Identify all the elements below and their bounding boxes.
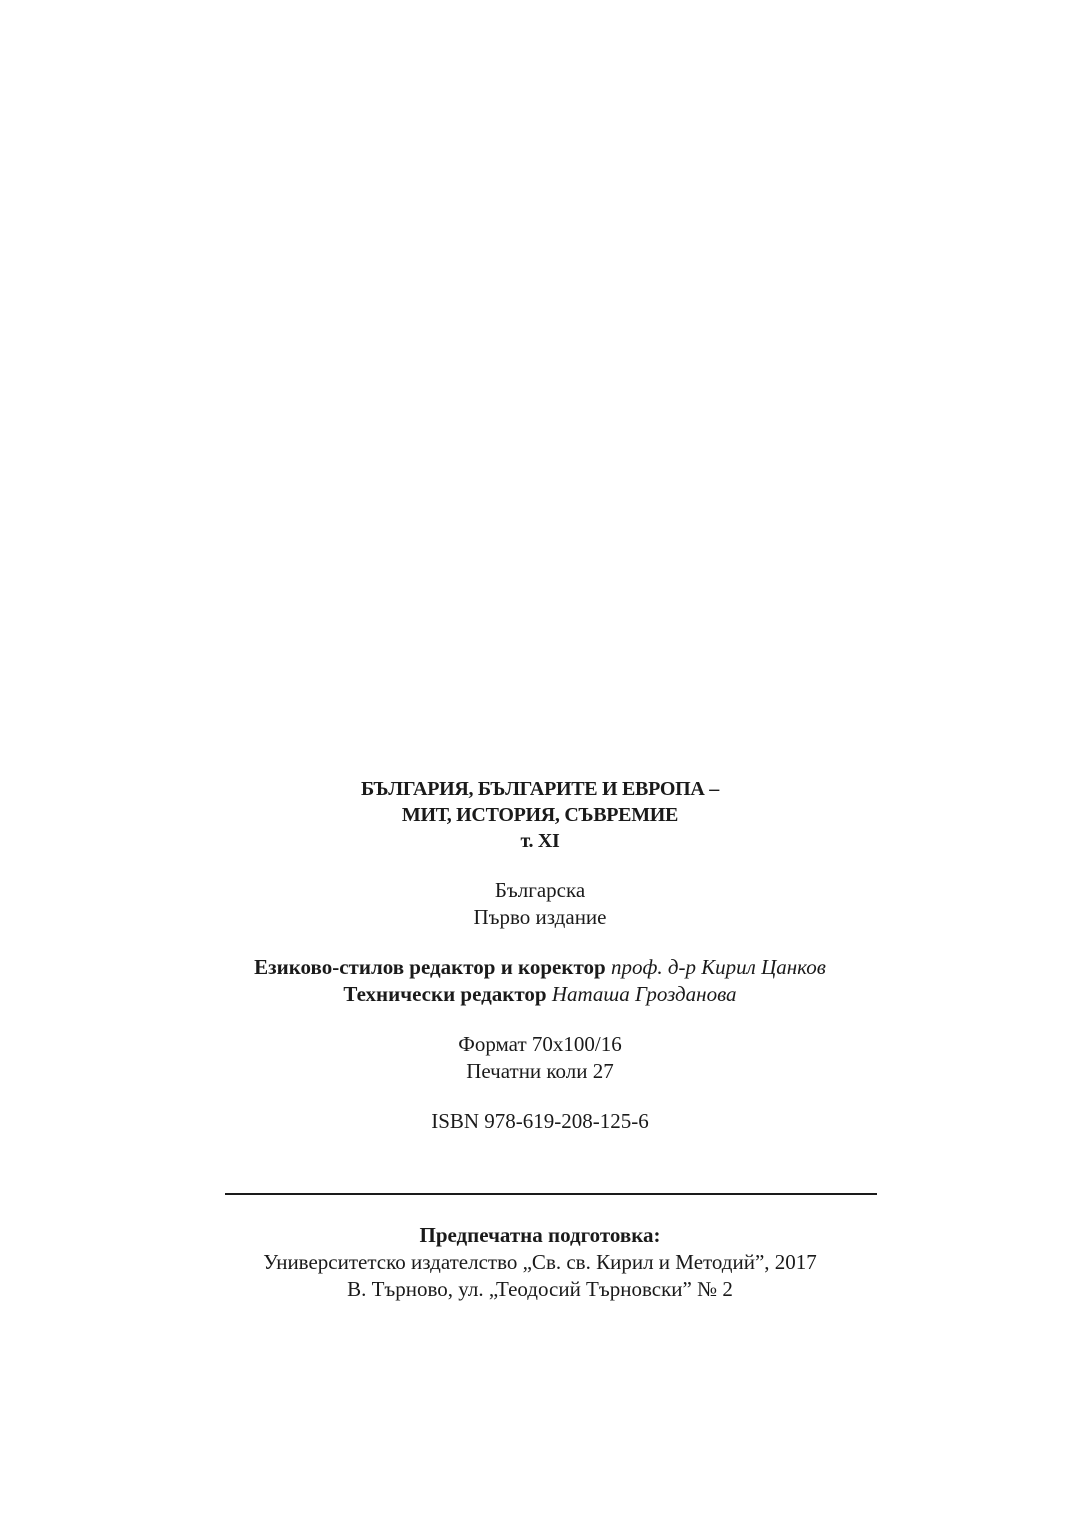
language-editor-name: проф. д-р Кирил Цанков bbox=[610, 955, 826, 979]
format-spec: Формат 70x100/16 bbox=[458, 1032, 622, 1056]
printed-sheets-spec: Печатни коли 27 bbox=[466, 1059, 614, 1083]
prepress-heading: Предпечатна подготовка: bbox=[419, 1223, 661, 1247]
technical-editor-name: Наташа Грозданова bbox=[551, 982, 737, 1006]
language-editor-credit bbox=[0, 954, 1080, 981]
isbn: ISBN 978-619-208-125-6 bbox=[431, 1109, 649, 1133]
technical-editor-label: Технически редактор bbox=[343, 982, 547, 1006]
book-title-line-1: БЪЛГАРИЯ, БЪЛГАРИТЕ И ЕВРОПА – bbox=[361, 778, 719, 800]
technical-editor-credit bbox=[0, 981, 1080, 1008]
language-note: Българска bbox=[494, 878, 586, 902]
horizontal-rule bbox=[225, 1193, 877, 1195]
prepress-block bbox=[0, 1222, 1080, 1303]
book-title-line-2: МИТ, ИСТОРИЯ, СЪВРЕМИЕ bbox=[401, 804, 679, 826]
edition-note: Първо издание bbox=[473, 905, 607, 929]
language-editor-label: Езиково-стилов редактор и коректор bbox=[254, 955, 606, 979]
volume-number: т. XI bbox=[520, 830, 560, 852]
imprint-block bbox=[0, 776, 1080, 1135]
publisher-line: Университетско издателство „Св. св. Кирил и Методий”, 2017 bbox=[263, 1250, 817, 1274]
address-line: В. Търново, ул. „Теодосий Търновски” № 2 bbox=[347, 1277, 733, 1301]
